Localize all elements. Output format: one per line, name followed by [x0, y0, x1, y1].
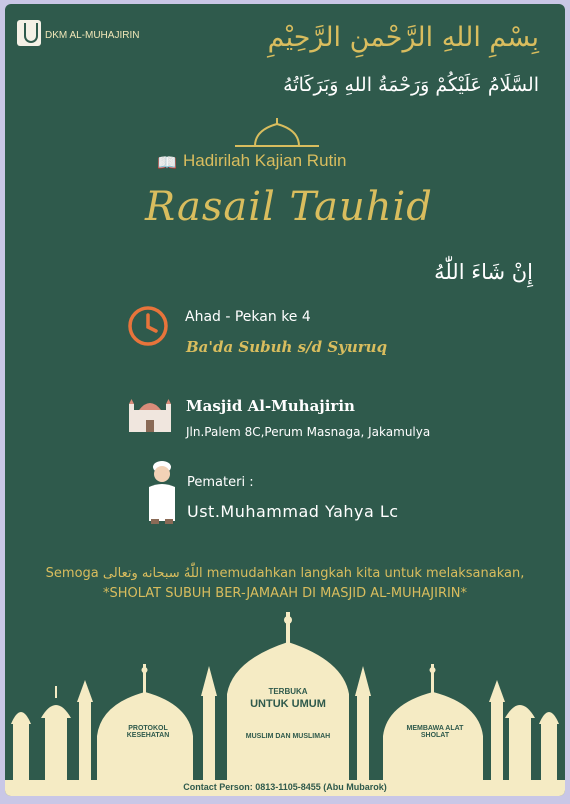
mosque-icon — [127, 396, 173, 434]
org-name: DKM AL-MUHAJIRIN — [45, 30, 140, 41]
speaker-name: Ust.Muhammad Yahya Lc — [187, 502, 399, 521]
dome-line-icon — [227, 116, 327, 148]
location-address: Jln.Palem 8C,Perum Masnaga, Jakamulya — [186, 425, 431, 439]
logo-icon — [17, 20, 41, 46]
person-icon — [145, 459, 179, 525]
dome-label-muslim: MUSLIM DAN MUSLIMAH — [245, 733, 331, 740]
closing-line-1: Semoga اللّٰهُ سبحانه وتعالى memudahkan langkah kita untuk melaksanakan, — [45, 566, 525, 581]
location-name: Masjid Al-Muhajirin — [186, 397, 355, 415]
insya-allah: إِنْ شَاءَ اللّٰهُ — [434, 260, 533, 284]
event-title: Rasail Tauhid — [145, 184, 433, 230]
book-icon: 📖 — [157, 153, 177, 172]
dome-label-untuk-umum: UNTUK UMUM — [250, 698, 326, 710]
clock-icon — [126, 304, 170, 348]
schedule-time: Ba'da Subuh s/d Syuruq — [186, 338, 388, 356]
salam-greeting: السَّلَامُ عَلَيْكُمْ وَرَحْمَةُ اللهِ وَبَرَكَاتُهُ — [283, 74, 539, 96]
contact-person: Contact Person: 0813-1105-8455 (Abu Mubarok) — [183, 782, 387, 792]
speaker-label: Pemateri : — [187, 475, 254, 490]
poster — [5, 4, 565, 796]
dome-label-protokol: PROTOKOL KESEHATAN — [126, 725, 170, 739]
closing-line-2: *SHOLAT SUBUH BER-JAMAAH DI MASJID AL-MUHAJIRIN* — [102, 586, 468, 601]
dome-label-membawa: MEMBAWA ALAT SHOLAT — [406, 725, 464, 739]
event-subtitle: Hadirilah Kajian Rutin — [183, 151, 347, 170]
schedule-day: Ahad - Pekan ke 4 — [185, 309, 311, 325]
dome-label-terbuka: TERBUKA — [268, 687, 308, 696]
basmalah: بِسْمِ اللهِ الرَّحْمنِ الرَّحِيْمِ — [267, 22, 539, 53]
